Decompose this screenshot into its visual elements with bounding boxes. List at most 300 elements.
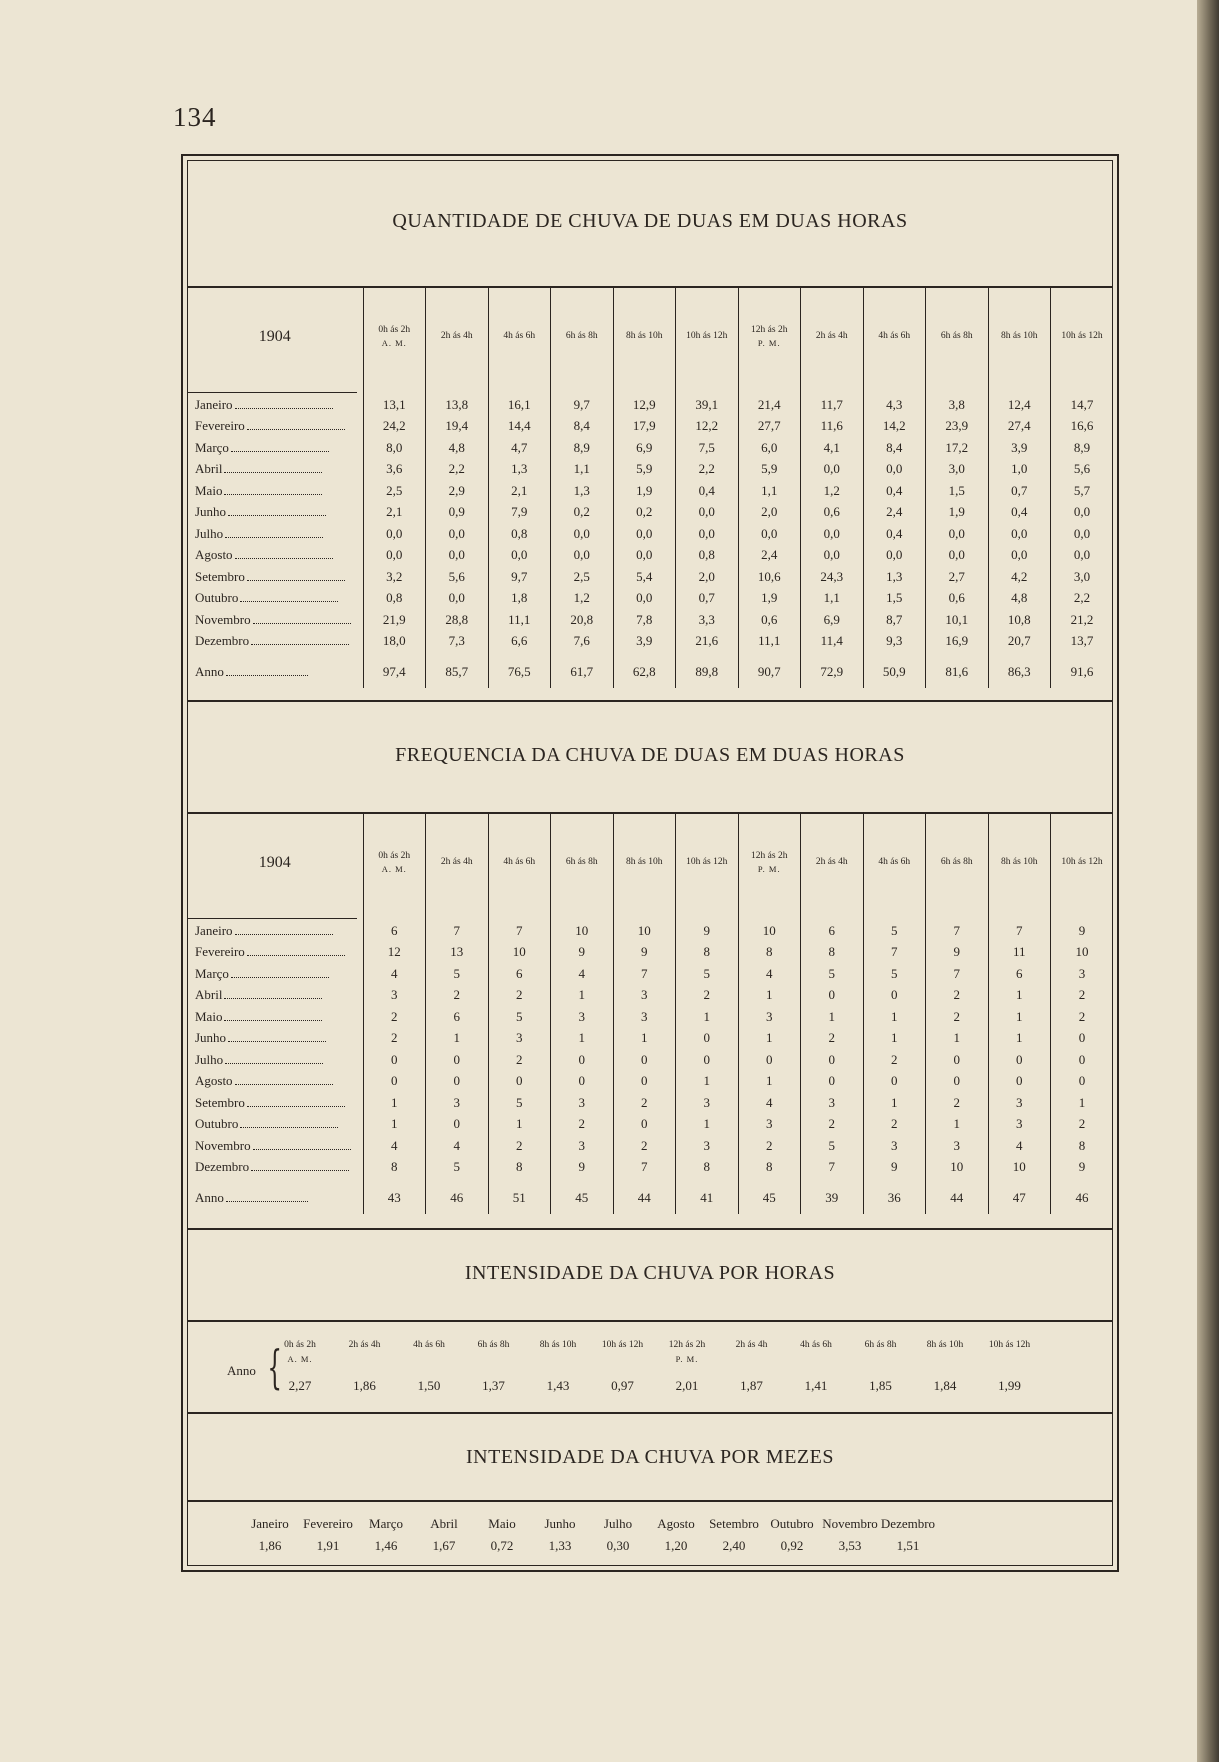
anno-cell: 47 xyxy=(988,1178,1051,1214)
table-cell: 7 xyxy=(926,912,989,942)
table-cell: 1 xyxy=(426,1028,489,1050)
table-row xyxy=(187,912,1113,942)
table-cell: 7 xyxy=(613,963,676,985)
hour-range-label: 12h ás 2h xyxy=(751,325,788,336)
table-cell: 2 xyxy=(863,1049,926,1071)
dot-leader xyxy=(235,549,333,559)
table-cell: 10 xyxy=(988,1157,1051,1179)
frequencia-year: 1904 xyxy=(258,853,291,871)
month-label xyxy=(187,588,363,610)
table-cell: 0 xyxy=(926,1049,989,1071)
table-cell: 7 xyxy=(988,912,1051,942)
frequencia-hour-header xyxy=(926,814,989,912)
table-cell: 6,6 xyxy=(488,631,551,653)
table-row xyxy=(187,545,1113,567)
table-cell: 1 xyxy=(676,1071,739,1093)
month-name: Novembro xyxy=(195,1137,251,1153)
table-row xyxy=(187,386,1113,416)
table-cell: 0 xyxy=(1051,1028,1114,1050)
month-header: Maio xyxy=(488,1516,516,1531)
table-cell: 4 xyxy=(426,1135,489,1157)
table-cell: 9 xyxy=(551,1157,614,1179)
table-row xyxy=(187,1157,1113,1179)
table-cell: 0,7 xyxy=(676,588,739,610)
table-cell: 0,0 xyxy=(613,523,676,545)
hour-range-label: 2h ás 4h xyxy=(815,857,848,868)
table-cell: 0,2 xyxy=(551,502,614,524)
table-cell: 3 xyxy=(738,1006,801,1028)
table-cell: 0 xyxy=(988,1071,1051,1093)
table-cell: 3 xyxy=(738,1114,801,1136)
month-name: Agosto xyxy=(195,547,233,563)
table-cell: 0,8 xyxy=(488,523,551,545)
table-cell: 18,0 xyxy=(363,631,426,653)
anno-cell: 39 xyxy=(801,1178,864,1214)
month-name: Julho xyxy=(195,1051,224,1067)
quantidade-hour-header xyxy=(988,288,1051,386)
hour-range-label: 0h ás 2h xyxy=(284,1340,316,1350)
frequencia-hour-header xyxy=(613,814,676,912)
month-name: Maio xyxy=(195,1008,223,1024)
dot-leader xyxy=(253,1140,351,1150)
hour-range-label: 4h ás 6h xyxy=(878,857,911,868)
quantidade-hour-header xyxy=(488,288,551,386)
anno-cell: 45 xyxy=(551,1178,614,1214)
table-cell: 4 xyxy=(738,963,801,985)
month-header: Março xyxy=(369,1516,403,1531)
table-cell: 8 xyxy=(676,942,739,964)
dot-leader xyxy=(226,1192,308,1202)
table-cell: 5,6 xyxy=(426,566,489,588)
month-label xyxy=(187,609,363,631)
table-cell: 2 xyxy=(488,985,551,1007)
table-cell: 14,4 xyxy=(488,416,551,438)
table-row xyxy=(187,588,1113,610)
table-cell: 0 xyxy=(363,1071,426,1093)
table-cell: 6 xyxy=(988,963,1051,985)
hour-range-label: 10h ás 12h xyxy=(1061,857,1103,868)
table-cell: 28,8 xyxy=(426,609,489,631)
table-cell: 2 xyxy=(1051,1006,1114,1028)
table-cell: 0 xyxy=(863,1071,926,1093)
hour-range-label: 10h ás 12h xyxy=(1061,331,1103,342)
table-cell: 0,0 xyxy=(801,523,864,545)
table-cell: 1 xyxy=(738,1071,801,1093)
table-cell: 0,7 xyxy=(988,480,1051,502)
table-cell: 27,4 xyxy=(988,416,1051,438)
table-cell: 0,0 xyxy=(863,459,926,481)
hour-range-label: 4h ás 6h xyxy=(878,331,911,342)
table-cell: 8 xyxy=(801,942,864,964)
month-intensity-value: 2,40 xyxy=(722,1538,746,1553)
hour-range-label: 2h ás 4h xyxy=(348,1340,381,1350)
dot-leader xyxy=(224,485,322,495)
table-cell: 2 xyxy=(1051,985,1114,1007)
table-cell: 8,4 xyxy=(551,416,614,438)
month-label xyxy=(187,631,363,653)
table-cell: 20,7 xyxy=(988,631,1051,653)
hour-range-label: 2h ás 4h xyxy=(735,1340,768,1350)
table-cell: 16,9 xyxy=(926,631,989,653)
month-name: Outubro xyxy=(195,1116,239,1132)
anno-cell: 91,6 xyxy=(1051,652,1114,688)
table-cell: 11,7 xyxy=(801,386,864,416)
dot-leader xyxy=(247,946,345,956)
table-cell: 0 xyxy=(363,1049,426,1071)
table-cell: 2 xyxy=(926,1092,989,1114)
table-row xyxy=(187,1028,1113,1050)
table-cell: 17,9 xyxy=(613,416,676,438)
table-row xyxy=(187,1114,1113,1136)
table-cell: 10 xyxy=(613,912,676,942)
hour-range-label: 0h ás 2h xyxy=(378,325,411,336)
month-label xyxy=(187,1028,363,1050)
intensidade-mezes-title: INTENSIDADE DA CHUVA POR MEZES xyxy=(466,1446,834,1468)
anno-cell: 41 xyxy=(676,1178,739,1214)
quantidade-hour-header xyxy=(613,288,676,386)
table-cell: 10,6 xyxy=(738,566,801,588)
table-cell: 10 xyxy=(488,942,551,964)
table-cell: 3 xyxy=(988,1092,1051,1114)
table-cell: 5 xyxy=(863,963,926,985)
hour-range-label: 10h ás 12h xyxy=(686,331,728,342)
table-cell: 10 xyxy=(738,912,801,942)
month-label xyxy=(187,1006,363,1028)
table-cell: 1 xyxy=(988,985,1051,1007)
table-cell: 3,9 xyxy=(988,437,1051,459)
table-cell: 0,0 xyxy=(676,502,739,524)
frequencia-hour-header xyxy=(363,814,426,912)
table-cell: 3,3 xyxy=(676,609,739,631)
month-header: Agosto xyxy=(657,1516,695,1531)
quantidade-hour-header xyxy=(551,288,614,386)
intensidade-mezes-top-rule xyxy=(187,1500,1113,1502)
dot-leader xyxy=(251,1161,349,1171)
table-cell: 10 xyxy=(551,912,614,942)
month-label xyxy=(187,459,363,481)
table-cell: 8 xyxy=(488,1157,551,1179)
table-cell: 0 xyxy=(488,1071,551,1093)
table-row xyxy=(187,416,1113,438)
month-header: Fevereiro xyxy=(303,1516,353,1531)
table-cell: 2 xyxy=(363,1028,426,1050)
month-name: Janeiro xyxy=(195,922,233,938)
table-cell: 16,6 xyxy=(1051,416,1114,438)
month-header: Setembro xyxy=(709,1516,759,1531)
intensidade-horas-title: INTENSIDADE DA CHUVA POR HORAS xyxy=(464,1262,836,1284)
table-cell: 0,0 xyxy=(988,545,1051,567)
quantidade-hour-header xyxy=(926,288,989,386)
table-cell: 7 xyxy=(613,1157,676,1179)
table-row xyxy=(187,459,1113,481)
month-name: Setembro xyxy=(195,568,245,584)
table-cell: 2,2 xyxy=(676,459,739,481)
dot-leader xyxy=(235,399,333,409)
table-cell: 1 xyxy=(926,1114,989,1136)
table-cell: 7 xyxy=(926,963,989,985)
table-cell: 1 xyxy=(863,1028,926,1050)
quantidade-title: QUANTIDADE DE CHUVA DE DUAS EM DUAS HORAS xyxy=(392,210,908,232)
table-cell: 0,0 xyxy=(926,523,989,545)
table-cell: 0,0 xyxy=(1051,545,1114,567)
month-intensity-value: 1,20 xyxy=(664,1538,688,1553)
hour-intensity-value: 1,41 xyxy=(804,1378,828,1393)
table-cell: 0,0 xyxy=(426,588,489,610)
month-name: Dezembro xyxy=(195,633,250,649)
table-cell: 21,2 xyxy=(1051,609,1114,631)
table-cell: 2 xyxy=(426,985,489,1007)
table-cell: 0 xyxy=(613,1114,676,1136)
table-cell: 9 xyxy=(926,942,989,964)
month-header: Julho xyxy=(603,1516,633,1531)
quantidade-hour-header xyxy=(426,288,489,386)
month-intensity-value: 1,67 xyxy=(432,1538,456,1553)
table-cell: 3 xyxy=(613,1006,676,1028)
frequencia-header-row xyxy=(187,814,1113,912)
table-cell: 23,9 xyxy=(926,416,989,438)
table-cell: 2,0 xyxy=(676,566,739,588)
table-cell: 1,3 xyxy=(488,459,551,481)
table-cell: 2,5 xyxy=(363,480,426,502)
month-label xyxy=(187,566,363,588)
table-cell: 4,1 xyxy=(801,437,864,459)
month-name: Fevereiro xyxy=(195,944,245,960)
table-cell: 3,0 xyxy=(926,459,989,481)
table-cell: 12,4 xyxy=(988,386,1051,416)
table-cell: 1 xyxy=(801,1006,864,1028)
month-header: Dezembro xyxy=(880,1516,936,1531)
intensidade-horas-label: Anno xyxy=(227,1363,256,1378)
table-cell: 6,0 xyxy=(738,437,801,459)
table-cell: 1,5 xyxy=(863,588,926,610)
table-cell: 0,4 xyxy=(863,480,926,502)
frequencia-hour-header xyxy=(426,814,489,912)
table-cell: 0,0 xyxy=(926,545,989,567)
month-label xyxy=(187,1092,363,1114)
month-label xyxy=(187,545,363,567)
anno-cell: 43 xyxy=(363,1178,426,1214)
table-cell: 9,3 xyxy=(863,631,926,653)
table-cell: 11 xyxy=(988,942,1051,964)
table-cell: 5,4 xyxy=(613,566,676,588)
table-cell: 0 xyxy=(1051,1071,1114,1093)
dot-leader xyxy=(228,1032,326,1042)
quantidade-hour-header xyxy=(738,288,801,386)
table-cell: 8 xyxy=(676,1157,739,1179)
table-cell: 3 xyxy=(426,1092,489,1114)
anno-cell: 46 xyxy=(1051,1178,1114,1214)
table-cell: 3 xyxy=(863,1135,926,1157)
table-cell: 12,9 xyxy=(613,386,676,416)
table-cell: 2,2 xyxy=(1051,588,1114,610)
table-cell: 14,7 xyxy=(1051,386,1114,416)
table-cell: 8,0 xyxy=(363,437,426,459)
hour-range-label: 2h ás 4h xyxy=(815,331,848,342)
table-cell: 9 xyxy=(863,1157,926,1179)
dot-leader xyxy=(240,592,338,602)
table-cell: 19,4 xyxy=(426,416,489,438)
month-intensity-value: 1,86 xyxy=(258,1538,282,1553)
table-cell: 0,9 xyxy=(426,502,489,524)
month-header: Janeiro xyxy=(251,1516,289,1531)
table-cell: 4 xyxy=(988,1135,1051,1157)
table-cell: 0,2 xyxy=(613,502,676,524)
hour-range-label: 8h ás 10h xyxy=(926,1340,964,1350)
table-cell: 0,6 xyxy=(801,502,864,524)
table-cell: 5 xyxy=(863,912,926,942)
month-name: Setembro xyxy=(195,1094,245,1110)
table-cell: 7 xyxy=(488,912,551,942)
table-cell: 2 xyxy=(801,1028,864,1050)
frequencia-hour-header xyxy=(676,814,739,912)
anno-cell: 44 xyxy=(613,1178,676,1214)
table-cell: 1,1 xyxy=(738,480,801,502)
hour-range-label: 8h ás 10h xyxy=(626,331,663,342)
dot-leader xyxy=(225,528,323,538)
table-cell: 1 xyxy=(738,985,801,1007)
table-cell: 9 xyxy=(676,912,739,942)
month-intensity-value: 0,30 xyxy=(606,1538,630,1553)
table-cell: 5,9 xyxy=(613,459,676,481)
table-cell: 8,9 xyxy=(551,437,614,459)
table-cell: 8 xyxy=(738,942,801,964)
table-cell: 5 xyxy=(426,963,489,985)
month-intensity-value: 3,53 xyxy=(838,1538,862,1553)
table-cell: 4,8 xyxy=(426,437,489,459)
table-cell: 2 xyxy=(488,1135,551,1157)
table-cell: 0,0 xyxy=(801,545,864,567)
table-row xyxy=(187,1049,1113,1071)
table-cell: 0,4 xyxy=(863,523,926,545)
table-cell: 4,7 xyxy=(488,437,551,459)
table-cell: 1 xyxy=(676,1006,739,1028)
table-cell: 0 xyxy=(738,1049,801,1071)
table-cell: 2,1 xyxy=(363,502,426,524)
month-name: Julho xyxy=(195,525,224,541)
table-cell: 8 xyxy=(1051,1135,1114,1157)
table-cell: 13,7 xyxy=(1051,631,1114,653)
table-cell: 5 xyxy=(426,1157,489,1179)
table-cell: 0,0 xyxy=(738,523,801,545)
table-cell: 11,6 xyxy=(801,416,864,438)
month-label xyxy=(187,1049,363,1071)
hour-range-label: 8h ás 10h xyxy=(626,857,663,868)
frequencia-hour-header xyxy=(1051,814,1114,912)
table-cell: 2 xyxy=(551,1114,614,1136)
table-cell: 2 xyxy=(926,985,989,1007)
month-label xyxy=(187,416,363,438)
table-cell: 0 xyxy=(801,1049,864,1071)
table-row xyxy=(187,1135,1113,1157)
hour-range-label: 6h ás 8h xyxy=(565,331,598,342)
month-intensity-value: 0,72 xyxy=(490,1538,514,1553)
table-cell: 1,9 xyxy=(738,588,801,610)
anno-label xyxy=(187,652,363,688)
pm-label: P. M. xyxy=(757,863,781,874)
table-cell: 3 xyxy=(551,1092,614,1114)
hour-range-label: 2h ás 4h xyxy=(440,331,473,342)
table-cell: 0,8 xyxy=(676,545,739,567)
table-cell: 4 xyxy=(363,1135,426,1157)
table-row xyxy=(187,609,1113,631)
month-name: Agosto xyxy=(195,1073,233,1089)
hour-intensity-value: 1,87 xyxy=(740,1378,763,1393)
table-row xyxy=(187,1092,1113,1114)
hour-intensity-value: 1,99 xyxy=(998,1378,1021,1393)
month-name: Abril xyxy=(195,461,223,477)
table-cell: 3,8 xyxy=(926,386,989,416)
table-cell: 1 xyxy=(676,1114,739,1136)
table-cell: 1,1 xyxy=(551,459,614,481)
hour-range-label: 4h ás 6h xyxy=(503,331,536,342)
anno-cell: 46 xyxy=(426,1178,489,1214)
table-cell: 0,0 xyxy=(613,588,676,610)
month-intensity-value: 1,51 xyxy=(896,1538,920,1553)
table-cell: 6 xyxy=(488,963,551,985)
table-cell: 2,1 xyxy=(488,480,551,502)
quantidade-header-row xyxy=(187,288,1113,386)
month-header: Novembro xyxy=(822,1516,878,1531)
dot-leader xyxy=(235,1075,333,1085)
table-cell: 0,0 xyxy=(363,523,426,545)
table-cell: 8 xyxy=(363,1157,426,1179)
dot-leader xyxy=(253,614,351,624)
table-cell: 3 xyxy=(488,1028,551,1050)
table-cell: 0 xyxy=(426,1049,489,1071)
hour-range-label: 8h ás 10h xyxy=(1001,857,1038,868)
quantidade-year: 1904 xyxy=(258,327,291,345)
hour-intensity-value: 0,97 xyxy=(611,1378,634,1393)
frequencia-label-rule xyxy=(187,918,357,919)
hour-range-label: 10h ás 12h xyxy=(686,857,728,868)
table-cell: 7 xyxy=(426,912,489,942)
anno-cell: 85,7 xyxy=(426,652,489,688)
frequencia-table xyxy=(187,814,1113,1214)
month-name: Fevereiro xyxy=(195,418,245,434)
table-cell: 0 xyxy=(801,985,864,1007)
table-cell: 39,1 xyxy=(676,386,739,416)
month-label xyxy=(187,502,363,524)
month-label xyxy=(187,437,363,459)
table-cell: 0,0 xyxy=(801,459,864,481)
table-cell: 0,0 xyxy=(1051,502,1114,524)
table-cell: 1,8 xyxy=(488,588,551,610)
table-cell: 10 xyxy=(926,1157,989,1179)
quantidade-hour-header xyxy=(676,288,739,386)
table-cell: 11,1 xyxy=(738,631,801,653)
table-cell: 0,0 xyxy=(676,523,739,545)
table-cell: 0,0 xyxy=(363,545,426,567)
hour-range-label: 4h ás 6h xyxy=(413,1340,445,1350)
table-cell: 8,9 xyxy=(1051,437,1114,459)
anno-text: Anno xyxy=(195,1190,224,1205)
month-name: Dezembro xyxy=(195,1159,250,1175)
table-cell: 5 xyxy=(488,1006,551,1028)
month-label xyxy=(187,1135,363,1157)
table-cell: 20,8 xyxy=(551,609,614,631)
table-cell: 21,6 xyxy=(676,631,739,653)
anno-cell: 61,7 xyxy=(551,652,614,688)
quantidade-hour-header xyxy=(801,288,864,386)
table-cell: 3,0 xyxy=(1051,566,1114,588)
month-label xyxy=(187,963,363,985)
month-label xyxy=(187,912,363,942)
table-cell: 1,0 xyxy=(988,459,1051,481)
hour-range-label: 4h ás 6h xyxy=(503,857,536,868)
table-cell: 5,7 xyxy=(1051,480,1114,502)
anno-cell: 45 xyxy=(738,1178,801,1214)
table-cell: 0 xyxy=(551,1071,614,1093)
